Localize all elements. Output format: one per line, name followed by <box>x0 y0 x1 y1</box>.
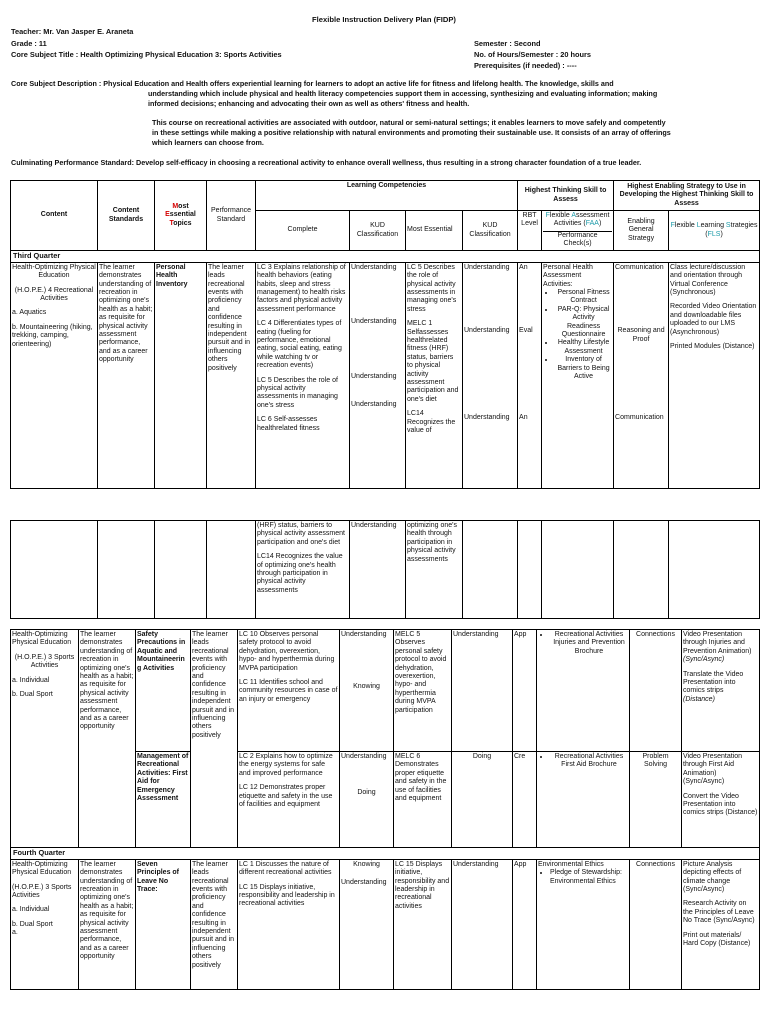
header-learning-competencies: Learning Competencies <box>256 181 518 211</box>
q3-content: Health-Optimizing Physical Education (H.O.P.E.) 4 Recreational Activities a. Aquatics b. Mountaineering (hiking, trekking, camping, orienteering) <box>11 262 98 488</box>
hours-line: No. of Hours/Semester : 20 hours <box>474 50 592 59</box>
q3-enabling: Communication Reasoning and Proof Communication <box>614 262 669 488</box>
header-content: Content <box>11 181 98 251</box>
q4-enabling: Connections <box>630 859 682 989</box>
h3-most-essential-b: MELC 6 Demonstrates proper etiquette and safety in the use of facilities and equipment <box>394 752 452 848</box>
faa-item: • Healthy Lifestyle Assessment <box>555 339 612 356</box>
document-title: Flexible Instruction Delivery Plan (FIDP) <box>312 15 456 24</box>
q4-kud2: Understanding <box>452 859 513 989</box>
q3-topic: Personal Health Inventory <box>155 262 207 488</box>
q4-fls: Picture Analysis depicting effects of climate change (Sync/Async) Research Activity on the Principles of Leave No Trace (Sync/Async) Print out materials/ Hard Copy (Distance) <box>682 859 760 989</box>
q4-rbt: App <box>513 859 537 989</box>
h3-fls-b: Video Presentation through First Aid Animation) (Sync/Async) Convert the Video Presentation into comics strips (Distance) <box>682 752 760 848</box>
third-quarter-label: Third Quarter <box>11 251 760 263</box>
header-rbt-level: RBT Level <box>518 211 542 251</box>
q3-content-standard: The learner demonstrates understanding of recreation in optimizing one's health as a habit; as requisite for physical activity assessment performance, and as a career opportunity <box>98 262 155 488</box>
q4-faa: Environmental Ethics • Pledge of Stewardship: Environmental Ethics <box>537 859 630 989</box>
subject-description <box>11 80 614 89</box>
h3-rbt-b: Cre <box>513 752 537 848</box>
h3-faa-a: • Recreational Activities Injuries and Prevention Brochure <box>537 630 630 752</box>
description-text1: Physical Education and Health offers experiential learning for learners to adopt an active life for fitness and lifelong health. The knowledge, skills and <box>103 79 614 88</box>
q3-complete: LC 3 Explains relationship of health behaviors (eating habits, sleep and stress management) to health risks factors and physical activity assessment performance LC 4 Differentiates types of eating (fueling for performance, emotional eating, social eating, eating while watching tv or recreation events) LC 5 Describes the role of physical activity assessments in managing one's stress LC 6 Self-assesses healthrelated fitness <box>256 262 350 488</box>
q4-topic: Seven Principles of Leave No Trace: <box>136 859 191 989</box>
faa-item: • PAR-Q: Physical Activity Readiness Questionnaire <box>555 306 612 340</box>
q4-kud1: Knowing Understanding <box>340 859 394 989</box>
q3-rbt: An Eval An <box>518 262 542 488</box>
h3-content: Health-Optimizing Physical Education (H.O.P.E.) 3 Sports Activities a. Individual b. Dual Sport <box>11 630 79 848</box>
h3-fls-a: Video Presentation through Injuries and Prevention Animation) (Sync/Async) Translate the Video Presentation into comics strips (Distance) <box>682 630 760 752</box>
grade-line: Grade : 11 <box>11 39 47 48</box>
teacher-line: Teacher: Mr. Van Jasper E. Araneta <box>11 27 134 36</box>
header-kud-classification-2: KUD Classification <box>463 211 518 251</box>
q3-most-essential: LC 5 Describes the role of physical activity assessments in managing one's stress MELC 1 Selfassesses healthrelated fitness (HRF) status, barriers to physical activity assessment participation and one's diet LC14 Recognizes the value of <box>406 262 463 488</box>
header-content-standards: Content Standards <box>98 181 155 251</box>
description-p2b: in these settings while making a positive relationship with natural environments and promoting their sustainable use. It consists of an array of offerings <box>152 128 671 137</box>
cont-most-essential: optimizing one's health through participation in physical activity assessments <box>406 521 463 619</box>
faa-item: • Personal Fitness Contract <box>555 289 612 306</box>
q4-performance-standard: The learner leads recreational events with proficiency and confidence resulting in independent pursuit and in influencing others positively <box>191 859 238 989</box>
h3-performance-standard: The learner leads recreational events with proficiency and confidence resulting in independent pursuit and in influencing others positively <box>191 630 238 848</box>
q4-complete: LC 1 Discusses the nature of different recreational activities LC 15 Displays initiative, responsibility and leadership in recreational activities <box>238 859 340 989</box>
fidp-table-fourth-quarter <box>10 629 760 990</box>
header-highest-thinking-skill: Highest Thinking Skill to Assess <box>518 181 614 211</box>
h3-kud1-a: Understanding Knowing <box>340 630 394 752</box>
header-most-essential-topics: Most Essential Topics <box>155 181 207 251</box>
q4-content: Health-Optimizing Physical Education (H.O.P.E.) 3 Sports Activities a. Individual b. Dual Sport a. <box>11 859 79 989</box>
q3-fls: Class lecture/discussion and orientation through Virtual Conference (Synchronous) Recorded Video Orientation and downloadable files uploaded to our LMS (Asynchronous) Printed Modules (Distance) <box>669 262 760 488</box>
header-flexible-assessment: Flexible Assessment Activities (FAA) Performance Check(s) <box>542 211 614 251</box>
q4-most-essential: LC 15 Displays initiative, responsibility and leadership in recreational activities <box>394 859 452 989</box>
h3-rbt-a: App <box>513 630 537 752</box>
culminating-standard: Culminating Performance Standard: Develop self-efficacy in choosing a recreational activity to enhance overall wellness, thus resulting in a strong character foundation of a true leader. <box>11 158 642 167</box>
q3-kud1: Understanding Understanding Understanding Understanding <box>350 262 406 488</box>
header-complete: Complete <box>256 211 350 251</box>
h3-kud2-a: Understanding <box>452 630 513 752</box>
h3-enabling-a: Connections <box>630 630 682 752</box>
header-performance-checks: Performance Check(s) <box>543 231 612 249</box>
description-p2c: which learners can choose from. <box>152 138 264 147</box>
header-most-essential: Most Essential <box>406 211 463 251</box>
h3-faa-b: • Recreational Activities First Aid Brochure <box>537 752 630 848</box>
q3-faa: Personal Health Assessment Activities: • Personal Fitness Contract • PAR-Q: Physical Activity Readiness Questionnaire • Healthy Lifestyle Assessment • Inventory of Barriers to Being Active <box>542 262 614 488</box>
h3-topic-first-aid: Management of Recreational Activities: First Aid for Emergency Assessment <box>136 752 191 848</box>
subject-line: Core Subject Title : Health Optimizing Physical Education 3: Sports Activities <box>11 50 282 59</box>
faa-item: • Inventory of Barriers to Being Active <box>555 356 612 381</box>
h3-content-standard: The learner demonstrates understanding of recreation in optimizing one's health as a habit; as requisite for physical activity assessment performance, and as a career opportunity <box>79 630 136 848</box>
h3-kud1-b: Understanding Doing <box>340 752 394 848</box>
h3-topic-safety: Safety Precautions in Aquatic and Mountaineering Activities <box>136 630 191 752</box>
header-kud-classification-1: KUD Classification <box>350 211 406 251</box>
description-p2a: This course on recreational activities are associated with outdoor, natural or semi-natural settings; it enables learners to move safely and competently <box>152 118 666 127</box>
description-text3: informed decisions; enhancing and advocating their own as well as others' fitness and health. <box>148 99 470 108</box>
h3-enabling-b: Problem Solving <box>630 752 682 848</box>
h3-kud2-b: Doing <box>452 752 513 848</box>
prerequisites-line: Prerequisites (if needed) : ---- <box>474 61 577 70</box>
header-performance-standard: Performance Standard <box>207 181 256 251</box>
h3-complete-b: LC 2 Explains how to optimize the energy systems for safe and improved performance LC 12 Demonstrates proper etiquette and safety in the use of facilities and equipment <box>238 752 340 848</box>
q3-kud2: Understanding Understanding Understanding <box>463 262 518 488</box>
header-highest-enabling-strategy: Highest Enabling Strategy to Use in Developing the Highest Thinking Skill to Assess <box>614 181 760 211</box>
cont-complete: (HRF) status, barriers to physical activity assessment participation and one's diet LC14 Recognizes the value of optimizing one's health through participation in physical activity assessments <box>256 521 350 619</box>
h3-most-essential-a: MELC 5 Observes personal safety protocol to avoid dehydration, overexertion, hypo- and hyperthermia during MVPA participation <box>394 630 452 752</box>
q3-performance-standard: The learner leads recreational events with proficiency and confidence resulting in independent pursuit and in influencing others positively <box>207 262 256 488</box>
q4-content-standard: The learner demonstrates understanding of recreation in optimizing one's health as a habit; as requisite for physical activity assessment performance, and as a career opportunity <box>79 859 136 989</box>
header-enabling-general-strategy: Enabling General Strategy <box>614 211 669 251</box>
fourth-quarter-label: Fourth Quarter <box>11 848 760 860</box>
fidp-table-continued <box>10 520 760 619</box>
description-label: Core Subject Description : <box>11 79 102 88</box>
header-flexible-learning-strategies: Flexible Learning Strategies (FLS) <box>669 211 760 251</box>
description-text2: understanding which include physical and health literacy competencies support them in accessing, synthesizing and evaluating information; making <box>148 89 658 98</box>
h3-complete-a: LC 10 Observes personal safety protocol to avoid dehydration, overexertion, hypo- and hyperthermia during MVPA participation LC 11 Identifies school and community resources in case of an injury or emergency <box>238 630 340 752</box>
cont-kud: Understanding <box>350 521 406 619</box>
fidp-table-third-quarter <box>10 180 760 489</box>
semester-line: Semester : Second <box>474 39 541 48</box>
